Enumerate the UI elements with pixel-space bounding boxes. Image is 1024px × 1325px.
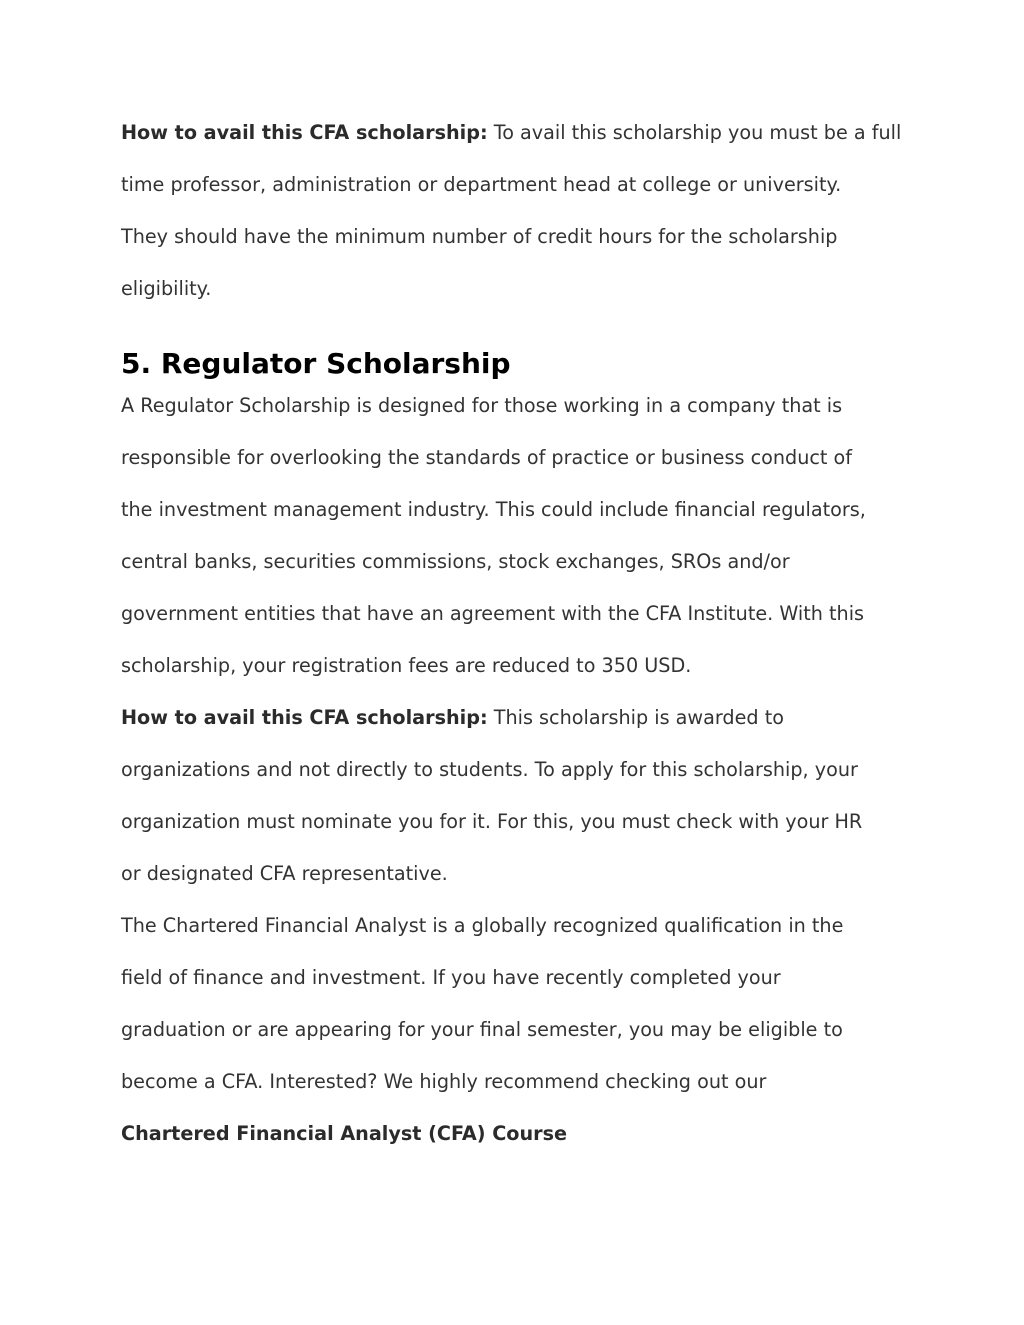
avail-label: How to avail this CFA scholarship: xyxy=(121,121,488,144)
paragraph-line: How to avail this CFA scholarship: To avail this scholarship you must be a full xyxy=(121,121,902,144)
paragraph-line: How to avail this CFA scholarship: This scholarship is awarded to xyxy=(121,706,784,729)
paragraph-line: A Regulator Scholarship is designed for those working in a company that is xyxy=(121,394,843,417)
paragraph-line: or designated CFA representative. xyxy=(121,862,448,885)
paragraph-line: the investment management industry. This could include financial regulators, xyxy=(121,498,866,521)
paragraph-line: The Chartered Financial Analyst is a globally recognized qualification in the xyxy=(121,914,844,937)
paragraph-line: organization must nominate you for it. For this, you must check with your HR xyxy=(121,810,863,833)
paragraph-line: graduation or are appearing for your final semester, you may be eligible to xyxy=(121,1018,843,1041)
paragraph-line: central banks, securities commissions, stock exchanges, SROs and/or xyxy=(121,550,790,573)
paragraph-line: They should have the minimum number of credit hours for the scholarship xyxy=(121,225,838,248)
paragraph-line: government entities that have an agreement with the CFA Institute. With this xyxy=(121,602,865,625)
paragraph-line: become a CFA. Interested? We highly recommend checking out our xyxy=(121,1070,767,1093)
avail-label: How to avail this CFA scholarship: xyxy=(121,706,488,729)
paragraph-line: responsible for overlooking the standards of practice or business conduct of xyxy=(121,446,853,469)
section5-avail-paragraph xyxy=(121,692,911,900)
section-heading: 5. Regulator Scholarship xyxy=(121,347,511,380)
section5-description-paragraph xyxy=(121,380,911,692)
paragraph-line: eligibility. xyxy=(121,277,212,300)
paragraph-line: organizations and not directly to students. To apply for this scholarship, your xyxy=(121,758,858,781)
cfa-course-link[interactable]: Chartered Financial Analyst (CFA) Course xyxy=(121,1122,568,1145)
closing-paragraph xyxy=(121,900,911,1108)
paragraph-line: scholarship, your registration fees are reduced to 350 USD. xyxy=(121,654,692,677)
paragraph-line: field of finance and investment. If you have recently completed your xyxy=(121,966,781,989)
section4-avail-paragraph xyxy=(121,107,911,315)
paragraph-line: time professor, administration or department head at college or university. xyxy=(121,173,842,196)
